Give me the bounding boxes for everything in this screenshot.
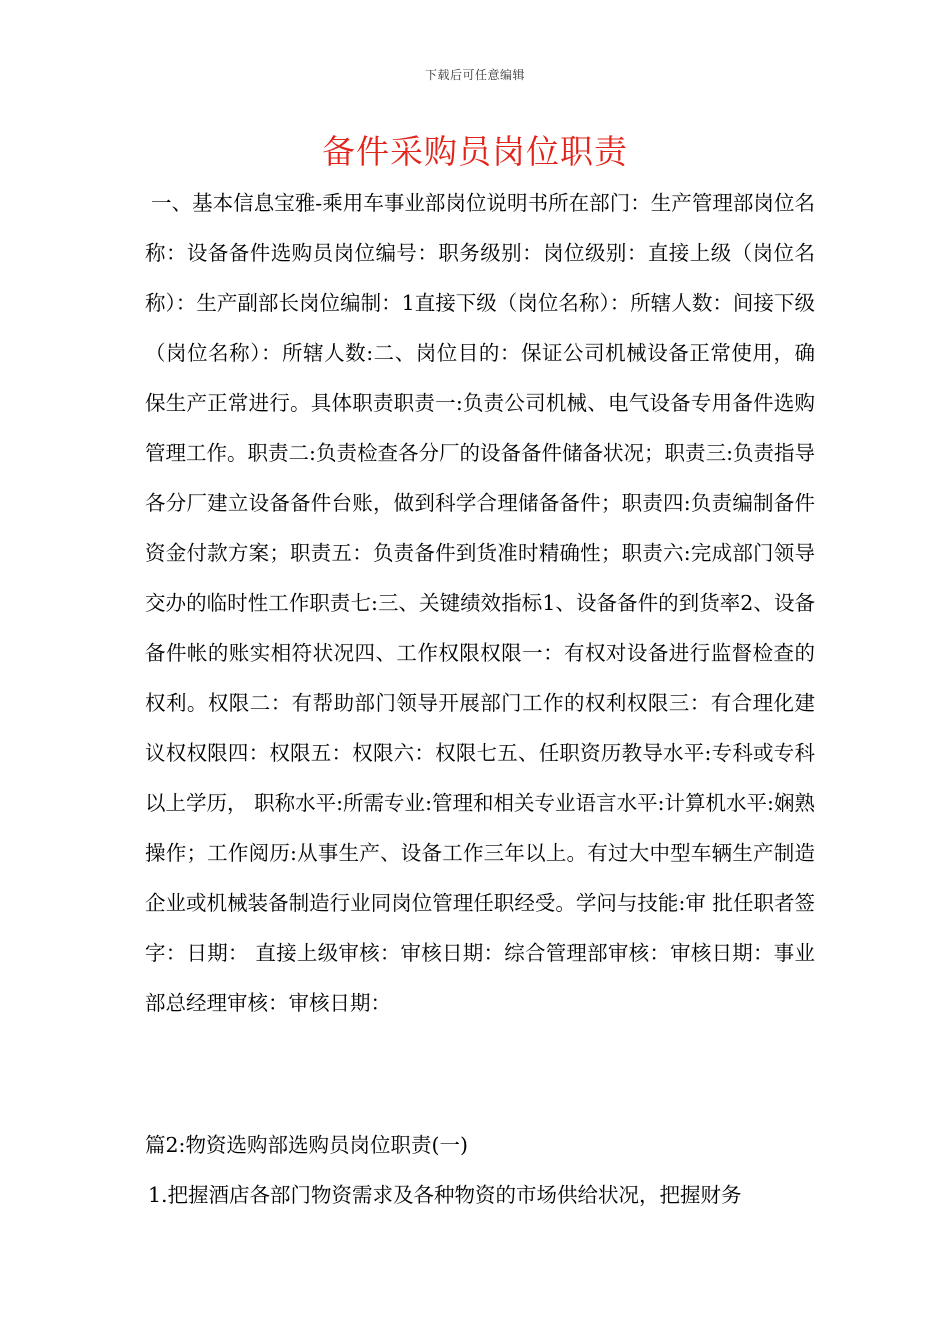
document-title: 备件采购员岗位职责	[322, 132, 628, 171]
section-2-title: 篇2:物资选购部选购员岗位职责(一)	[145, 1133, 468, 1157]
body-paragraph	[145, 178, 815, 1028]
section-2-item-1: 1.把握酒店各部门物资需求及各种物资的市场供给状况，把握财务	[148, 1183, 742, 1207]
header-note: 下载后可任意编辑	[424, 68, 525, 82]
body-paragraph-text: 一、基本信息宝雅-乘用车事业部岗位说明书所在部门：生产管理部岗位名称：设备备件选购员岗位编号：职务级别：岗位级别：直接上级（岗位名称）：生产副部长岗位编制：1直接下级（岗位名称）：所辖人数：间接下级（岗位名称）：所辖人数:二、岗位目的：保证公司机械设备正常使用，确保生产正常进行。具体职责职责一:负责公司机械、电气设备专用备件选购管理工作。职责二:负责检查各分厂的设备备件储备状况；职责三:负责指导各分厂建立设备备件台账，做到科学合理储备备件；职责四:负责编制备件资金付款方案；职责五：负责备件到货准时精确性；职责六:完成部门领导交办的临时性工作职责七:三、关键绩效指标1、设备备件的到货率2、设备备件帐的账实相符状况四、工作权限权限一：有权对设备进行监督检查的权利。权限二：有帮助部门领导开展部门工作的权利权限三：有合理化建议权权限四：权限五：权限六：权限七五、任职资历教导水平:专科或专科以上学历， 职称水平:所需专业:管理和相关专业语言水平:计算机水平:娴熟操作；工作阅历:从事生产、设备工作三年以上。有过大中型车辆生产制造企业或机械装备制造行业同岗位管理任职经受。学问与技能:审 批任职者签字：日期： 直接上级审核：审核日期：综合管理部审核：审核日期：事业部总经理审核：审核日期：	[145, 191, 815, 1015]
